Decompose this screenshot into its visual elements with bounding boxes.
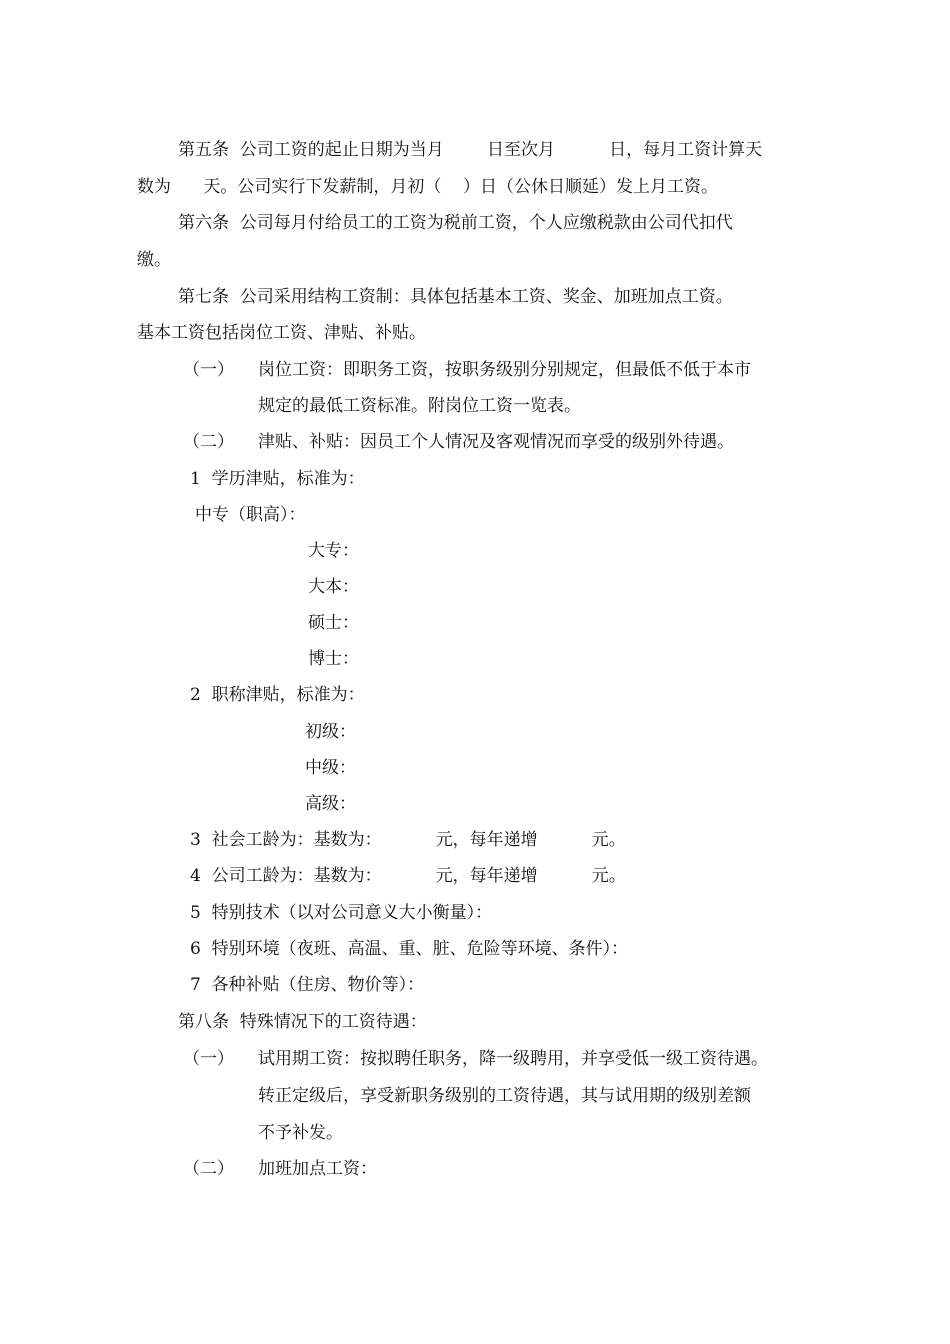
article-6-line-1: 第六条 公司每月付给员工的工资为税前工资，个人应缴税款由公司代扣代 [178, 213, 733, 233]
article-6-line-2: 缴。 [137, 250, 171, 270]
post-wage-line-1: 岗位工资：即职务工资，按职务级别分别规定，但最低不低于本市 [258, 360, 751, 380]
item-label-1: （一） [183, 360, 234, 380]
probation-line-3: 不予补发。 [258, 1123, 343, 1143]
education-doctor: 博士： [308, 649, 359, 669]
title-middle: 中级： [305, 758, 356, 778]
education-allowance-title: 1 学历津贴，标准为： [190, 469, 365, 489]
article-8-line-1: 第八条 特殊情况下的工资待遇： [178, 1012, 427, 1032]
item-label-probation: （一） [183, 1049, 234, 1069]
special-environment: 6 特别环境（夜班、高温、重、脏、危险等环境、条件）： [190, 939, 629, 959]
title-allowance-title: 2 职称津贴，标准为： [190, 685, 365, 705]
title-junior: 初级： [305, 722, 356, 742]
company-seniority: 4 公司工龄为：基数为： 元，每年递增 元。 [190, 866, 626, 886]
item-label-2: （二） [183, 432, 234, 452]
education-dazhuan: 大专： [308, 541, 359, 561]
overtime-line-1: 加班加点工资： [258, 1159, 377, 1179]
article-5-line-2: 数为 天。公司实行下发薪制，月初（ ）日（公休日顺延）发上月工资。 [137, 177, 719, 197]
probation-line-1: 试用期工资：按拟聘任职务，降一级聘用，并享受低一级工资待遇。 [258, 1049, 768, 1069]
article-7-line-1: 第七条 公司采用结构工资制：具体包括基本工资、奖金、加班加点工资。 [178, 287, 733, 307]
various-subsidies: 7 各种补贴（住房、物价等）： [190, 975, 425, 995]
education-zhongzhuan: 中专（职高）： [195, 505, 306, 525]
title-senior: 高级： [305, 794, 356, 814]
post-wage-line-2: 规定的最低工资标准。附岗位工资一览表。 [258, 396, 581, 416]
probation-line-2: 转正定级后，享受新职务级别的工资待遇，其与试用期的级别差额 [258, 1086, 751, 1106]
allowance-line-1: 津贴、补贴：因员工个人情况及客观情况而享受的级别外待遇。 [258, 432, 734, 452]
social-seniority: 3 社会工龄为：基数为： 元，每年递增 元。 [190, 830, 626, 850]
item-label-overtime: （二） [183, 1159, 234, 1179]
special-skill: 5 特别技术（以对公司意义大小衡量）： [190, 903, 493, 923]
article-7-line-2: 基本工资包括岗位工资、津贴、补贴。 [137, 323, 426, 343]
education-daben: 大本： [308, 577, 359, 597]
education-master: 硕士： [308, 613, 359, 633]
article-5-line-1: 第五条 公司工资的起止日期为当月 日至次月 日，每月工资计算天 [178, 140, 763, 160]
